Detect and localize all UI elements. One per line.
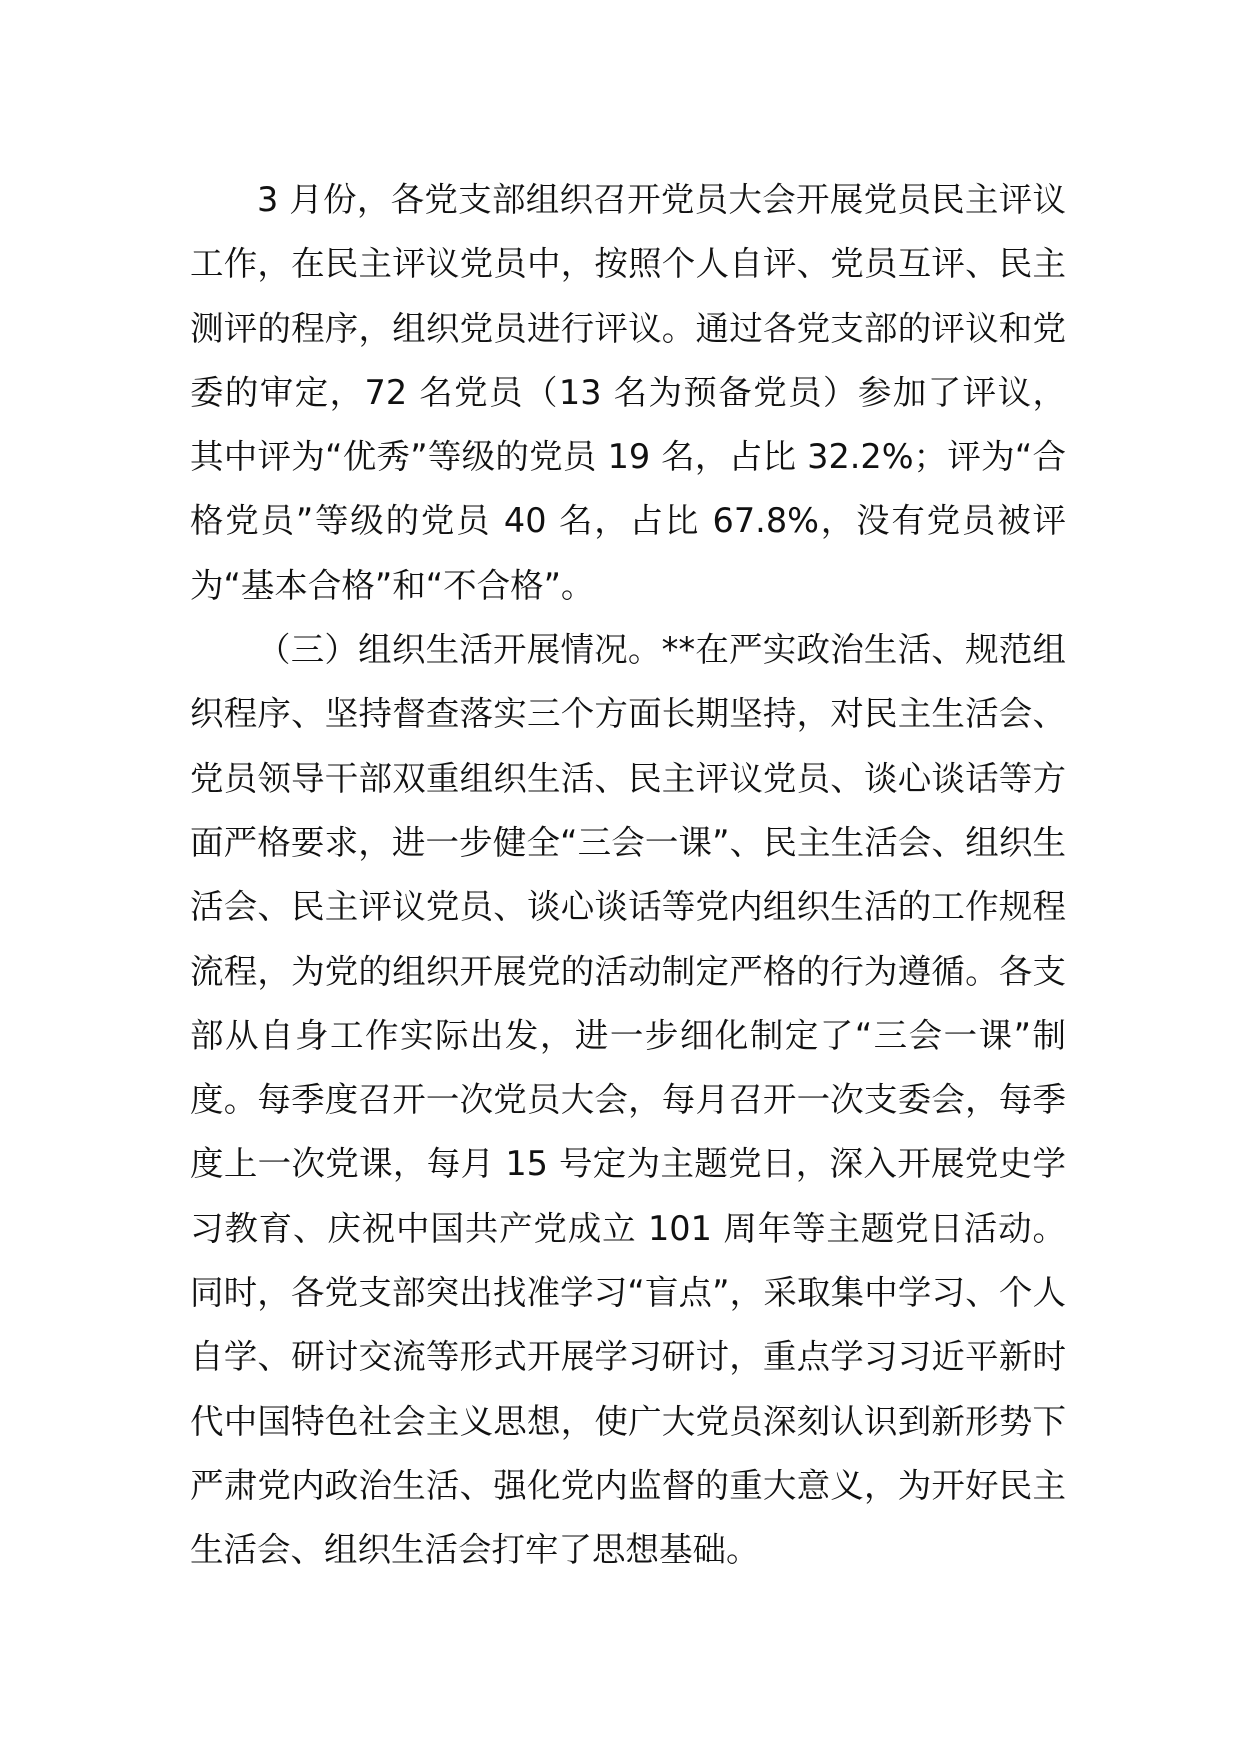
document-body	[190, 168, 1066, 1583]
paragraph-party-member-evaluation: 3 月份，各党支部组织召开党员大会开展党员民主评议工作，在民主评议党员中，按照个人自评、党员互评、民主测评的程序，组织党员进行评议。通过各党支部的评议和党委的审定，72 名党员（13 名为预备党员）参加了评议，其中评为“优秀”等级的党员 19 名，占比 32.2%；评为“合格党员”等级的党员 40 名，占比 67.8%，没有党员被评为“基本合格”和“不合格”。	[190, 180, 1066, 605]
paragraph-organizational-life: （三）组织生活开展情况。**在严实政治生活、规范组织程序、坚持督查落实三个方面长期坚持，对民主生活会、党员领导干部双重组织生活、民主评议党员、谈心谈话等方面严格要求，进一步健全“三会一课”、民主生活会、组织生活会、民主评议党员、谈心谈话等党内组织生活的工作规程流程，为党的组织开展党的活动制定严格的行为遵循。各支部从自身工作实际出发，进一步细化制定了“三会一课”制度。每季度召开一次党员大会，每月召开一次支委会，每季度上一次党课，每月 15 号定为主题党日，深入开展党史学习教育、庆祝中国共产党成立 101 周年等主题党日活动。同时，各党支部突出找准学习“盲点”，采取集中学习、个人自学、研讨交流等形式开展学习研讨，重点学习习近平新时代中国特色社会主义思想，使广大党员深刻认识到新形势下严肃党内政治生活、强化党内监督的重大意义，为开好民主生活会、组织生活会打牢了思想基础。	[190, 630, 1066, 1570]
